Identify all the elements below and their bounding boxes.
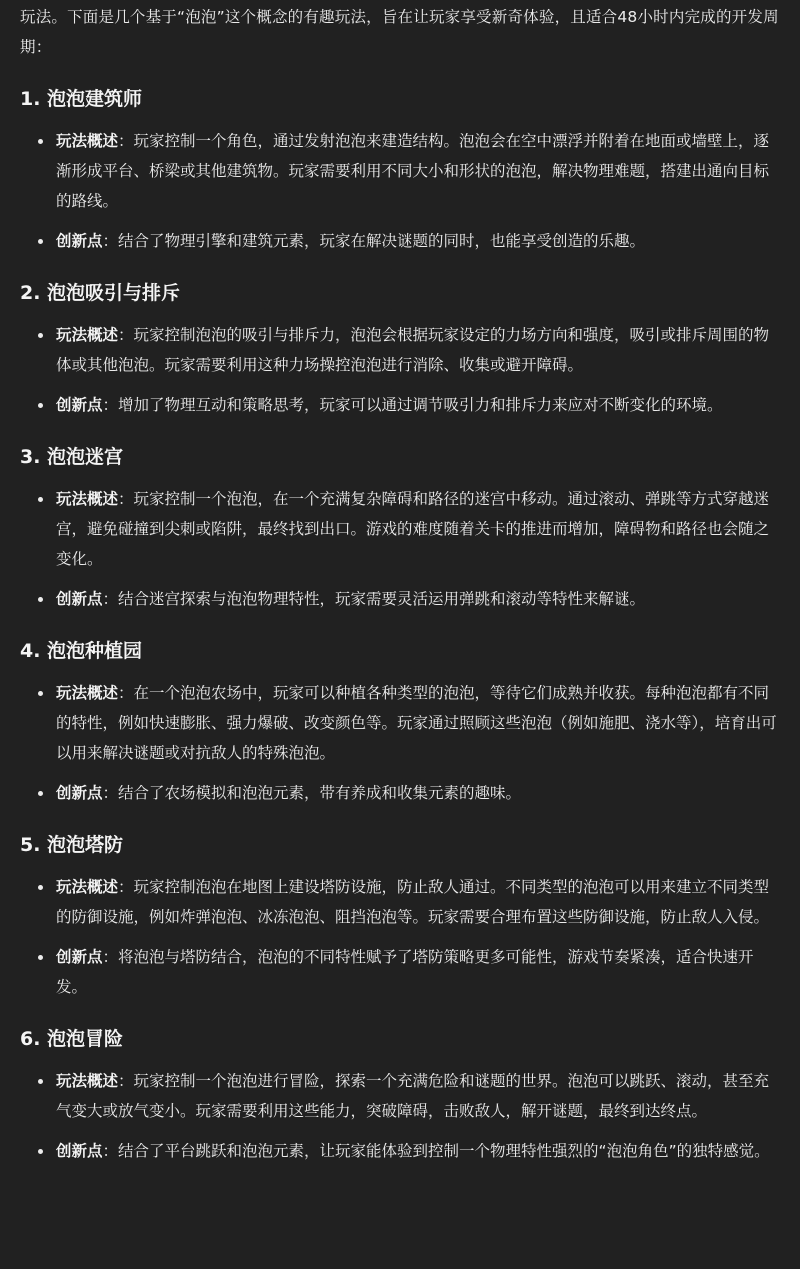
- bullet-dot-icon: [38, 1149, 43, 1154]
- idea-section: [20, 1024, 780, 1166]
- innovation-text: 结合了物理引擎和建筑元素，玩家在解决谜题的同时，也能享受创造的乐趣。: [118, 232, 646, 250]
- innovation-text: 结合了平台跳跃和泡泡元素，让玩家能体验到控制一个物理特性强烈的“泡泡角色”的独特感觉。: [118, 1142, 770, 1160]
- label-separator: ：: [118, 132, 134, 150]
- bullet-dot-icon: [38, 333, 43, 338]
- section-title: 5. 泡泡塔防: [20, 834, 124, 856]
- bullet-overview: [36, 320, 780, 380]
- bullet-list: [20, 872, 780, 1002]
- idea-section: [20, 84, 780, 256]
- overview-text: 玩家控制一个泡泡进行冒险，探索一个充满危险和谜题的世界。泡泡可以跳跃、滚动，甚至充气变大或放气变小。玩家需要利用这些能力，突破障碍，击败敌人，解开谜题，最终到达终点。: [56, 1072, 770, 1120]
- label-separator: ：: [102, 784, 119, 802]
- overview-label: 玩法概述: [56, 326, 119, 344]
- innovation-text: 结合了农场模拟和泡泡元素，带有养成和收集元素的趣味。: [118, 784, 522, 802]
- intro-paragraph: 玩法。下面是几个基于“泡泡”这个概念的有趣玩法，旨在让玩家享受新奇体验，且适合48小时内完成的开发周期：: [20, 8, 779, 56]
- label-separator: ：: [102, 1142, 119, 1160]
- bullet-dot-icon: [38, 239, 43, 244]
- label-separator: ：: [118, 326, 134, 344]
- bullet-innovation: [36, 226, 780, 256]
- idea-section: [20, 830, 780, 1002]
- overview-text: 在一个泡泡农场中，玩家可以种植各种类型的泡泡，等待它们成熟并收获。每种泡泡都有不同的特性，例如快速膨胀、强力爆破、改变颜色等。玩家通过照顾这些泡泡（例如施肥、浇水等），培育出可以用来解决谜题或对抗敌人的特殊泡泡。: [56, 684, 777, 762]
- overview-text: 玩家控制泡泡的吸引与排斥力，泡泡会根据玩家设定的力场方向和强度，吸引或排斥周围的物体或其他泡泡。玩家需要利用这种力场操控泡泡进行消除、收集或避开障碍。: [56, 326, 770, 374]
- label-separator: ：: [118, 490, 134, 508]
- bullet-overview: [36, 872, 780, 932]
- innovation-text: 将泡泡与塔防结合，泡泡的不同特性赋予了塔防策略更多可能性，游戏节奏紧凑，适合快速开发。: [56, 948, 754, 996]
- overview-label: 玩法概述: [56, 132, 119, 150]
- label-separator: ：: [102, 948, 119, 966]
- overview-text: 玩家控制一个角色，通过发射泡泡来建造结构。泡泡会在空中漂浮并附着在地面或墙壁上，逐渐形成平台、桥梁或其他建筑物。玩家需要利用不同大小和形状的泡泡，解决物理难题，搭建出通向目标的路线。: [56, 132, 770, 210]
- label-separator: ：: [102, 232, 119, 250]
- innovation-label: 创新点: [56, 232, 103, 250]
- bullet-dot-icon: [38, 791, 43, 796]
- section-title: 4. 泡泡种植园: [20, 640, 143, 662]
- bullet-overview: [36, 1066, 780, 1126]
- bullet-dot-icon: [38, 955, 43, 960]
- overview-label: 玩法概述: [56, 1072, 119, 1090]
- overview-label: 玩法概述: [56, 684, 119, 702]
- idea-section: [20, 636, 780, 808]
- bullet-list: [20, 678, 780, 808]
- bullet-overview: [36, 678, 780, 768]
- bullet-dot-icon: [38, 1079, 43, 1084]
- bullet-dot-icon: [38, 403, 43, 408]
- bullet-dot-icon: [38, 497, 43, 502]
- bullet-dot-icon: [38, 597, 43, 602]
- overview-label: 玩法概述: [56, 878, 119, 896]
- bullet-innovation: [36, 390, 780, 420]
- bullet-dot-icon: [38, 691, 43, 696]
- innovation-label: 创新点: [56, 590, 103, 608]
- innovation-text: 结合迷宫探索与泡泡物理特性，玩家需要灵活运用弹跳和滚动等特性来解谜。: [118, 590, 646, 608]
- bullet-overview: [36, 484, 780, 574]
- section-title: 1. 泡泡建筑师: [20, 88, 143, 110]
- section-title: 3. 泡泡迷宫: [20, 446, 124, 468]
- bullet-list: [20, 484, 780, 614]
- section-title: 6. 泡泡冒险: [20, 1028, 124, 1050]
- label-separator: ：: [118, 878, 134, 896]
- bullet-innovation: [36, 778, 780, 808]
- innovation-label: 创新点: [56, 1142, 103, 1160]
- innovation-label: 创新点: [56, 396, 103, 414]
- bullet-dot-icon: [38, 139, 43, 144]
- label-separator: ：: [102, 396, 119, 414]
- overview-text: 玩家控制一个泡泡，在一个充满复杂障碍和路径的迷宫中移动。通过滚动、弹跳等方式穿越迷宫，避免碰撞到尖刺或陷阱，最终找到出口。游戏的难度随着关卡的推进而增加，障碍物和路径也会随之变化。: [56, 490, 770, 568]
- label-separator: ：: [102, 590, 119, 608]
- bullet-innovation: [36, 942, 780, 1002]
- section-title: 2. 泡泡吸引与排斥: [20, 282, 181, 304]
- bullet-innovation: [36, 584, 780, 614]
- label-separator: ：: [118, 684, 134, 702]
- sections-container: [20, 84, 780, 1166]
- innovation-label: 创新点: [56, 784, 103, 802]
- bullet-dot-icon: [38, 885, 43, 890]
- overview-text: 玩家控制泡泡在地图上建设塔防设施，防止敌人通过。不同类型的泡泡可以用来建立不同类型的防御设施，例如炸弹泡泡、冰冻泡泡、阻挡泡泡等。玩家需要合理布置这些防御设施，防止敌人入侵。: [56, 878, 770, 926]
- label-separator: ：: [118, 1072, 134, 1090]
- bullet-innovation: [36, 1136, 780, 1166]
- innovation-text: 增加了物理互动和策略思考，玩家可以通过调节吸引力和排斥力来应对不断变化的环境。: [118, 396, 723, 414]
- bullet-list: [20, 320, 780, 420]
- idea-section: [20, 442, 780, 614]
- idea-section: [20, 278, 780, 420]
- innovation-label: 创新点: [56, 948, 103, 966]
- overview-label: 玩法概述: [56, 490, 119, 508]
- bullet-overview: [36, 126, 780, 216]
- bullet-list: [20, 1066, 780, 1166]
- bullet-list: [20, 126, 780, 256]
